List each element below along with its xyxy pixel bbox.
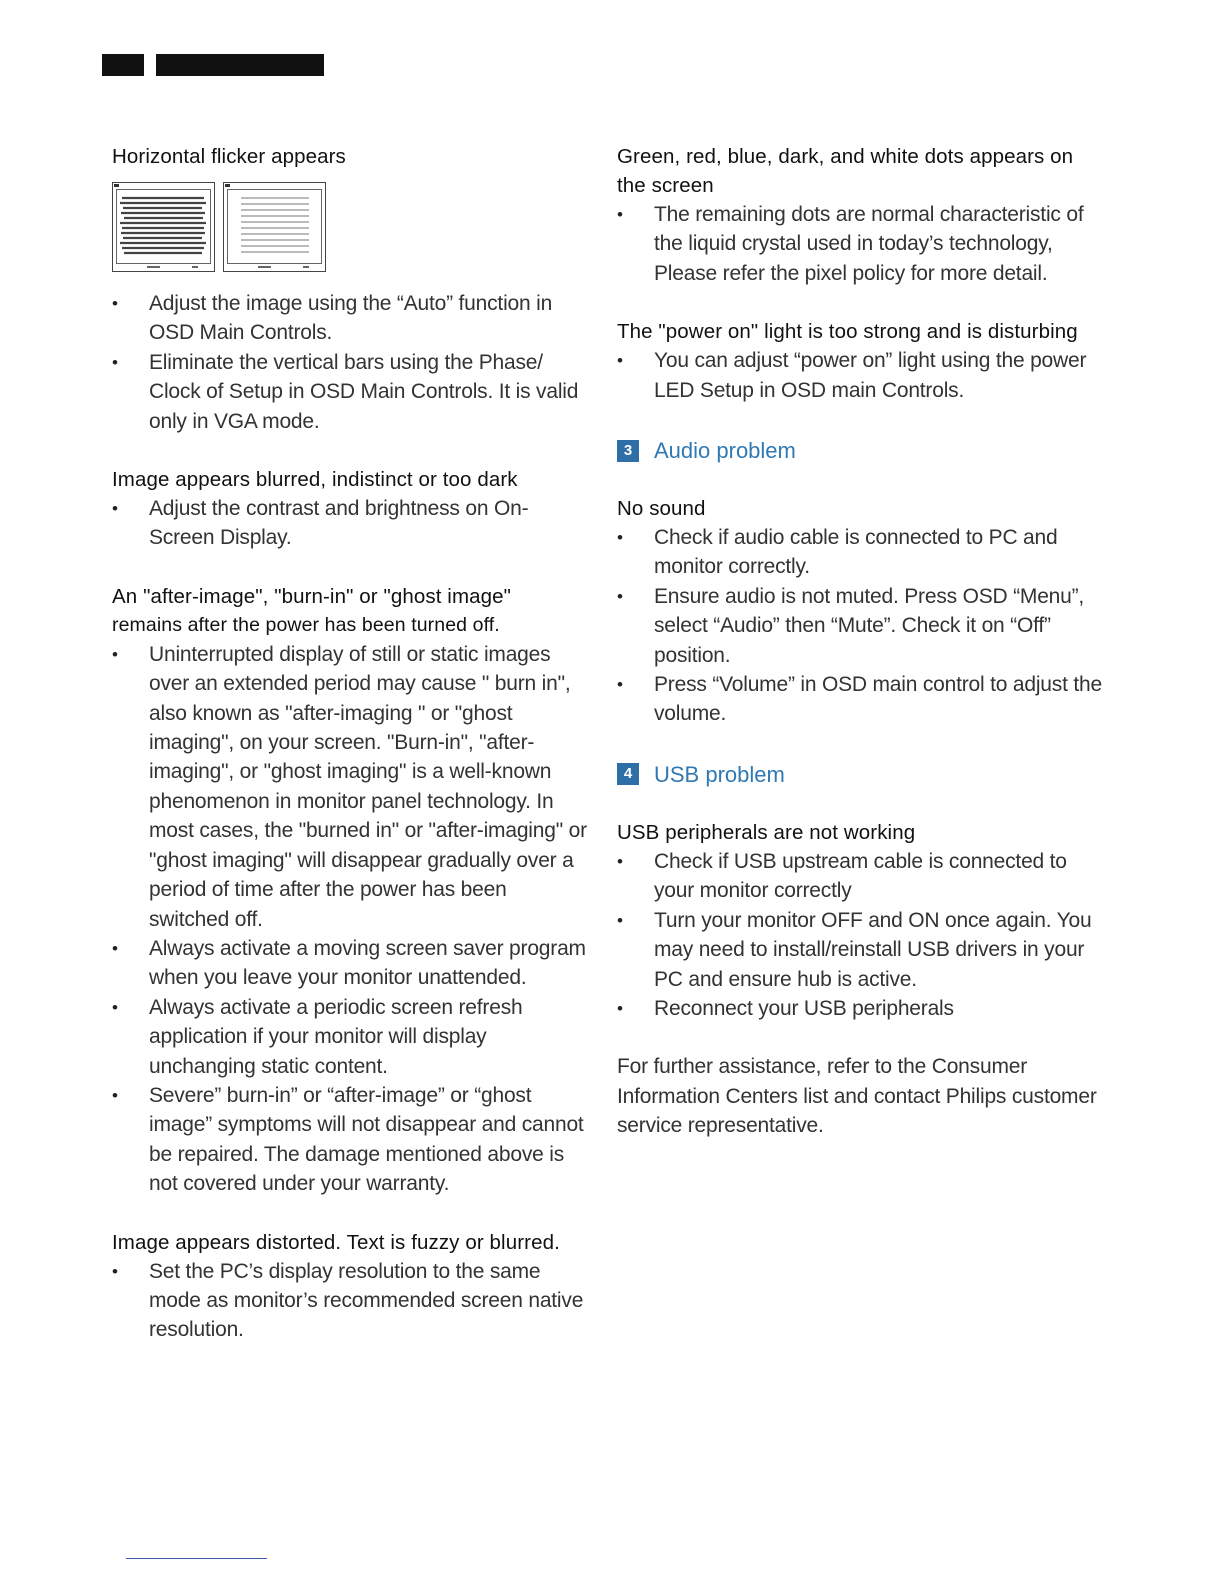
flicker-illustration — [112, 182, 592, 272]
flicker-monitor-before-image — [112, 182, 215, 272]
footer-rule — [126, 1558, 267, 1559]
power-light-solutions-list — [617, 346, 1107, 405]
section-usb-problem — [617, 760, 1107, 789]
left-column — [112, 142, 592, 1345]
list-item: • Check if USB upstream cable is connected to your monitor correctly — [617, 847, 1107, 906]
header-block-chapter — [156, 54, 324, 76]
usb-solutions-list — [617, 847, 1107, 1023]
list-item: • Reconnect your USB peripherals — [617, 994, 1107, 1023]
heading-power-light: The "power on" light is too strong and is disturbing — [617, 320, 1078, 344]
list-item: • Turn your monitor OFF and ON once again. You may need to install/reinstall USB drivers in your PC and ensure hub is active. — [617, 906, 1107, 994]
flicker-solutions-list — [112, 289, 592, 436]
dots-solutions-list — [617, 200, 1107, 288]
header-block-page-number — [102, 54, 144, 76]
heading-no-sound: No sound — [617, 497, 706, 521]
heading-colored-dots: Green, red, blue, dark, and white dots appears on the screen — [617, 145, 1074, 197]
section-number-badge: 3 — [617, 440, 639, 462]
list-item: • Set the PC’s display resolution to the same mode as monitor’s recommended screen native resolution. — [112, 1257, 592, 1345]
list-item: • The remaining dots are normal characteristic of the liquid crystal used in today’s technology, Please refer the pixel policy for more detail. — [617, 200, 1107, 288]
section-title: Audio problem — [654, 438, 796, 464]
list-item: • Press “Volume” in OSD main control to adjust the volume. — [617, 670, 1107, 729]
distorted-solutions-list — [112, 1257, 592, 1345]
list-item: • Check if audio cable is connected to PC and monitor correctly. — [617, 523, 1107, 582]
list-item: • Always activate a periodic screen refresh application if your monitor will display unchanging static content. — [112, 993, 592, 1081]
list-item: • Uninterrupted display of still or static images over an extended period may cause " burn in", also known as "after-imaging " or "ghost imaging", on your screen. "Burn-in", "after-imaging", or "ghost imaging" is a well-known phenomenon in monitor panel technology. In most cases, the "burned in" or "after-imaging" or "ghost imaging" will disappear gradually over a period of time after the power has been switched off. — [112, 640, 592, 934]
heading-after-image-continued: remains after the power has been turned off. — [112, 613, 500, 636]
heading-image-distorted: Image appears distorted. Text is fuzzy or blurred. — [112, 1230, 560, 1254]
after-image-solutions-list — [112, 640, 592, 1199]
heading-image-blurred: Image appears blurred, indistinct or too dark — [112, 468, 518, 492]
list-item: • Adjust the contrast and brightness on On-Screen Display. — [112, 494, 592, 553]
list-item: • Severe” burn-in” or “after-image” or “ghost image” symptoms will not disappear and cannot be repaired. The damage mentioned above is not covered under your warranty. — [112, 1081, 592, 1199]
list-item: • Eliminate the vertical bars using the Phase/ Clock of Setup in OSD Main Controls. It is valid only in VGA mode. — [112, 348, 592, 436]
heading-after-image: An "after-image", "burn-in" or "ghost image" — [112, 584, 512, 608]
flicker-monitor-after-image — [223, 182, 326, 272]
list-item: • Always activate a moving screen saver program when you leave your monitor unattended. — [112, 934, 592, 993]
heading-horizontal-flicker: Horizontal flicker appears — [112, 145, 346, 168]
list-item: • Adjust the image using the “Auto” function in OSD Main Controls. — [112, 289, 592, 348]
section-title: USB problem — [654, 761, 785, 787]
list-item: • You can adjust “power on” light using the power LED Setup in OSD main Controls. — [617, 346, 1107, 405]
audio-solutions-list — [617, 523, 1107, 729]
blurred-solutions-list — [112, 494, 592, 553]
section-number-badge: 4 — [617, 763, 639, 785]
list-item: • Ensure audio is not muted. Press OSD “Menu”, select “Audio” then “Mute”. Check it on “Off” position. — [617, 582, 1107, 670]
section-audio-problem — [617, 436, 1107, 465]
further-assistance-text: For further assistance, refer to the Consumer Information Centers list and contact Philips customer service representative. — [617, 1055, 1097, 1138]
right-column — [617, 142, 1107, 1141]
heading-usb-peripherals: USB peripherals are not working — [617, 820, 916, 844]
